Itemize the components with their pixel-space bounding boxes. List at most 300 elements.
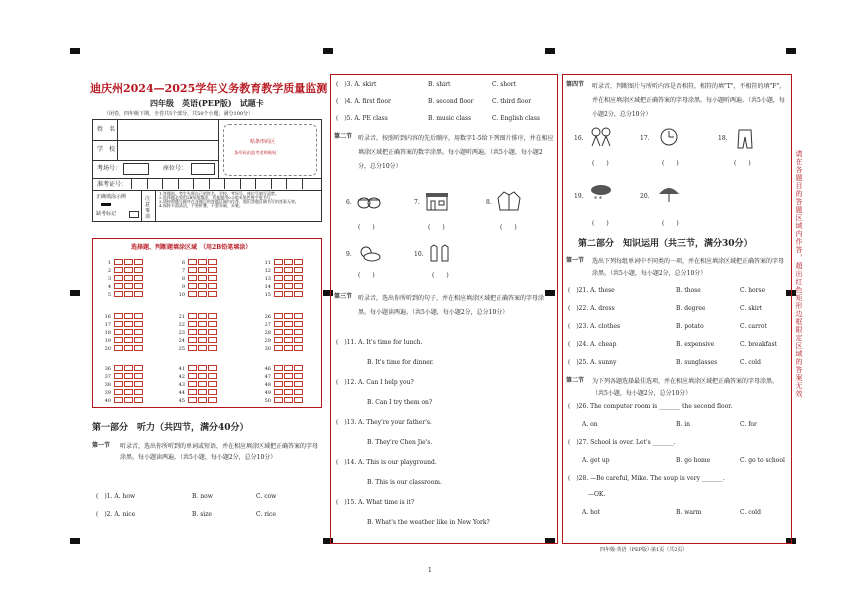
exam-room-field[interactable] [123,163,149,175]
answer-bubble[interactable] [284,373,293,379]
bubble-row [175,389,217,396]
answer-bubble[interactable] [208,389,217,395]
q15-option-a[interactable]: ( )15. A. What time is it? [336,499,415,506]
umbrella-picture [656,182,682,204]
answer-bubble[interactable] [208,275,217,281]
barcode-note: 条形码由监考老师粘贴 [234,150,277,156]
answer-bubble[interactable] [114,329,123,335]
answer-bubble[interactable] [188,389,197,395]
answer-bubble[interactable] [198,321,207,327]
answer-bubble[interactable] [284,389,293,395]
bubble-row [261,329,303,336]
q1-option-b[interactable]: B. now [192,493,213,500]
answer-bubble[interactable] [134,313,143,319]
answer-bubble[interactable] [188,337,197,343]
q11-option-a[interactable]: ( )11. A. It's time for lunch. [336,339,423,346]
answer-bubble[interactable] [274,337,283,343]
bubble-row [175,381,217,388]
answer-bubble[interactable] [274,329,283,335]
pic18-number: 18. [718,135,728,142]
answer-bubble[interactable] [124,337,133,343]
sec3-label: 第三节 [334,293,353,300]
answer-bubble[interactable] [294,313,303,319]
answer-bubble[interactable] [188,313,197,319]
bubble-question-number: 37 [104,373,111,380]
answer-bubble[interactable] [208,365,217,371]
bubble-row [101,313,143,320]
q22-option-a[interactable]: ( )22. A. dress [568,305,615,312]
q15-option-b[interactable]: B. What's the weather like in New York? [367,519,490,526]
q5-option-c[interactable]: C. English class [492,115,540,122]
answer-bubble[interactable] [198,283,207,289]
answer-bubble[interactable] [294,267,303,273]
answer-bubble[interactable] [208,397,217,403]
pic9-number: 9. [346,251,352,258]
answer-bubble[interactable] [294,337,303,343]
q4-option-c[interactable]: C. third floor [492,98,532,105]
q23-option-c[interactable]: C. carrot [740,323,767,330]
bubble-question-number: 45 [178,397,185,404]
bubble-question-number: 16 [104,313,111,320]
q23-option-b[interactable]: B. potato [676,323,704,330]
bubble-question-number: 42 [178,373,185,380]
q25-option-a[interactable]: ( )25. A. sunny [568,359,617,366]
answer-bubble[interactable] [198,313,207,319]
svg-text:* *: * * [594,196,602,203]
answer-bubble[interactable] [284,381,293,387]
answer-bubble[interactable] [188,291,197,297]
q24-option-a[interactable]: ( )24. A. cheap [568,341,617,348]
pic7-answer[interactable]: ( ) [428,224,445,231]
answer-bubble[interactable] [274,365,283,371]
answer-bubble[interactable] [188,381,197,387]
answer-bubble[interactable] [114,313,123,319]
bubble-question-number: 19 [104,337,111,344]
q14-option-b[interactable]: B. This is our classroom. [367,479,442,486]
q2-option-b[interactable]: B. size [192,511,212,518]
q21-option-b[interactable]: B. those [676,287,701,294]
pic17-number: 17. [640,135,650,142]
answer-bubble[interactable] [274,283,283,289]
answer-bubble[interactable] [124,381,133,387]
q21-option-a[interactable]: ( )21. A. these [568,287,615,294]
registration-mark [545,48,555,54]
absent-label: 缺考标记 [96,211,117,217]
answer-bubble[interactable] [124,291,133,297]
answer-bubble[interactable] [114,291,123,297]
snow-cloud-picture [588,182,614,204]
answer-bubble[interactable] [198,259,207,265]
absent-checkbox[interactable] [129,211,139,218]
q27-option-b[interactable]: B. go home [676,457,711,464]
part2-sec1-text: 选出下列每组单词中不同类的一项，并在相应填涂区域把正确答案的字母涂黑。（共5小题，每小题2分，总分10分） [592,258,785,277]
answer-bubble[interactable] [124,365,133,371]
exam-title: 迪庆州2024—2025学年义务教育教学质量监测 [90,82,328,95]
answer-bubble[interactable] [284,291,293,297]
answer-bubble[interactable] [188,275,197,281]
q24-option-c[interactable]: C. breakfast [740,341,777,348]
answer-bubble[interactable] [134,291,143,297]
answer-bubble[interactable] [124,389,133,395]
answer-bubble[interactable] [188,345,197,351]
answer-bubble[interactable] [294,389,303,395]
answer-bubble[interactable] [134,267,143,273]
q25-option-c[interactable]: C. cold [740,359,761,366]
pic10-number: 10. [414,251,424,258]
bubble-question-number: 13 [264,275,271,282]
jacket-picture [496,190,522,212]
part1-sec1-label: 第一节 [92,442,111,449]
bubble-row [101,345,143,352]
answer-bubble[interactable] [134,373,143,379]
answer-bubble[interactable] [274,345,283,351]
pic6-answer[interactable]: ( ) [358,224,375,231]
answer-bubble[interactable] [284,283,293,289]
answer-bubble[interactable] [284,337,293,343]
gloves-picture [428,241,454,263]
part2-sec2-text: 为下列各题选择最佳选项，并在相应填涂区域把正确答案的字母涂黑。（共5小题，每小题2分，总分10分） [592,378,779,397]
q28-option-b[interactable]: B. warm [676,509,702,516]
bubble-question-number: 23 [178,329,185,336]
q1-option-c[interactable]: C. cow [256,493,277,500]
q13-option-b[interactable]: B. They're Chen Jie's. [367,439,433,446]
bubble-question-number: 15 [264,291,271,298]
answer-bubble[interactable] [294,329,303,335]
q2-option-a[interactable]: ( )2. A. nice [96,511,136,518]
answer-bubble[interactable] [294,365,303,371]
pic19-answer[interactable]: ( ) [592,220,609,227]
answer-bubble[interactable] [274,321,283,327]
answer-bubble[interactable] [124,313,133,319]
fill-example-label: 正确填涂示例 [96,194,127,200]
answer-bubble[interactable] [208,345,217,351]
q3-option-c[interactable]: C. short [492,81,517,88]
q12-option-b[interactable]: B. Can I try them on? [367,399,433,406]
bubble-row [261,397,303,404]
sec2-text: 听录音，按照听到内容的先后顺序，用数字1-5给下列图片排序，并在相应填涂区域把正确答案的数字涂黑。每小题听两遍。（共5小题，每小题2分，总分10分） [358,135,554,170]
answer-bubble[interactable] [134,397,143,403]
answer-bubble[interactable] [114,381,123,387]
question-28: ( )28. —Be careful, Mike. The soup is very _______. [568,475,725,482]
q24-option-b[interactable]: B. expensive [676,341,715,348]
registration-mark [70,538,80,544]
answer-bubble[interactable] [274,381,283,387]
bubble-row [261,275,303,282]
answer-bubble[interactable] [284,365,293,371]
pic16-answer[interactable]: ( ) [592,160,609,167]
q28-option-a[interactable]: A. hot [582,509,601,516]
bubble-row [261,389,303,396]
answer-bubble[interactable] [124,397,133,403]
answer-bubble[interactable] [114,275,123,281]
q26-option-a[interactable]: A. on [582,421,598,428]
pic17-answer[interactable]: ( ) [662,160,679,167]
bubble-row [175,283,217,290]
answer-bubble[interactable] [124,329,133,335]
pic8-answer[interactable]: ( ) [500,224,517,231]
answer-bubble[interactable] [114,373,123,379]
answer-bubble[interactable] [294,345,303,351]
sec4-label: 第四节 [566,81,585,88]
question-28-reply: —OK. [588,491,606,498]
answer-bubble[interactable] [188,329,197,335]
bubble-question-number: 3 [107,275,111,282]
q3-option-a[interactable]: ( )3. A. skirt [336,81,377,88]
answer-bubble[interactable] [124,259,133,265]
answer-bubble[interactable] [284,313,293,319]
name-label: 姓 名 [97,126,116,133]
answer-bubble[interactable] [208,283,217,289]
answer-bubble[interactable] [188,259,197,265]
answer-bubble[interactable] [208,337,217,343]
answer-bubble[interactable] [198,275,207,281]
store-picture [424,190,450,212]
answer-bubble[interactable] [124,275,133,281]
answer-bubble[interactable] [284,329,293,335]
answer-bubble[interactable] [134,329,143,335]
answer-bubble[interactable] [188,267,197,273]
bubble-row [175,373,217,380]
answer-bubble[interactable] [134,283,143,289]
q2-option-c[interactable]: C. rice [256,511,276,518]
answer-bubble[interactable] [198,337,207,343]
answer-bubble[interactable] [114,365,123,371]
answer-bubble[interactable] [274,275,283,281]
answer-bubble[interactable] [134,389,143,395]
bubble-row [101,397,143,404]
bubble-question-number: 28 [264,329,271,336]
answer-bubble[interactable] [208,267,217,273]
pic18-answer[interactable]: ( ) [734,160,751,167]
fill-example-mark [101,203,111,206]
answer-bubble[interactable] [134,381,143,387]
notice-line: 1.答题前，考生先将自己的姓名、学校、考场号、座位号填写清楚。 [159,191,279,196]
bubble-question-number: 7 [181,267,185,274]
answer-bubble[interactable] [294,275,303,281]
q3-option-b[interactable]: B. shirt [428,81,451,88]
answer-bubble[interactable] [114,337,123,343]
pic8-number: 8. [486,199,492,206]
pic9-answer[interactable]: ( ) [358,272,375,279]
answer-bubble[interactable] [114,283,123,289]
bubble-row [101,389,143,396]
bubble-question-number: 26 [264,313,271,320]
bubble-row [101,337,143,344]
answer-bubble[interactable] [198,373,207,379]
notice-list [159,192,319,208]
page-footer: 四年级·英语（PEP版）·第1页（共2页） [600,547,688,553]
bubble-question-number: 17 [104,321,111,328]
seat-field[interactable] [191,163,215,175]
q1-option-a[interactable]: ( )1. A. how [96,493,136,500]
seat-label: 座位号： [163,165,188,172]
bubble-question-number: 38 [104,381,111,388]
bubble-question-number: 5 [107,291,111,298]
answer-bubble[interactable] [274,397,283,403]
bubble-question-number: 50 [264,397,271,404]
answer-bubble[interactable] [284,397,293,403]
answer-bubble[interactable] [188,373,197,379]
q4-option-b[interactable]: B. second floor [428,98,474,105]
answer-bubble[interactable] [188,397,197,403]
answer-bubble[interactable] [208,329,217,335]
answer-bubble[interactable] [124,267,133,273]
answer-bubble[interactable] [198,329,207,335]
answer-bubble[interactable] [284,259,293,265]
answer-bubble[interactable] [208,321,217,327]
pants-picture [732,128,758,150]
barcode-area [223,124,317,176]
bubble-question-number: 11 [264,259,271,266]
registration-mark [70,48,80,54]
answer-bubble[interactable] [188,365,197,371]
q11-option-b[interactable]: B. It's time for dinner. [367,359,434,366]
q4-option-a[interactable]: ( )4. A. first floor [336,98,391,105]
answer-bubble[interactable] [124,345,133,351]
notice-line: 2.选择题必须用2B铅笔填涂，其他题用0.5毫米黑色签字笔书写。 [159,195,275,200]
q14-option-a[interactable]: ( )14. A. This is our playground. [336,459,437,466]
bubble-row [261,381,303,388]
answer-bubble[interactable] [294,321,303,327]
pic6-number: 6. [346,199,352,206]
answer-bubble[interactable] [284,267,293,273]
bubble-row [261,259,303,266]
q27-option-c[interactable]: C. go to school [740,457,785,464]
admission-label: 准考证号： [97,181,128,188]
part1-title: 第一部分 听力（共四节，满分40分） [92,423,249,433]
answer-bubble[interactable] [274,267,283,273]
q5-option-b[interactable]: B. music class [428,115,472,122]
bubble-question-number: 27 [264,321,271,328]
bubble-question-number: 24 [178,337,185,344]
q27-option-a[interactable]: A. get up [582,457,610,464]
answer-bubble[interactable] [208,373,217,379]
answer-bubble[interactable] [114,345,123,351]
exam-subtitle: 四年级 英语(PEP版) 试题卡 [150,98,264,108]
answer-bubble[interactable] [124,283,133,289]
bubble-row [101,275,143,282]
q12-option-a[interactable]: ( )12. A. Can I help you? [336,379,414,386]
side-warning-note: 请在各题目的答题区域内作答，超出红色矩形边框限定区域的答案无效 [795,150,803,398]
answer-bubble[interactable] [294,291,303,297]
bubble-row [101,283,143,290]
q25-option-b[interactable]: B. sunglasses [676,359,718,366]
answer-bubble[interactable] [208,291,217,297]
bubble-row [261,365,303,372]
part2-title: 第二部分 知识运用（共三节，满分30分） [578,239,753,249]
answer-bubble[interactable] [188,283,197,289]
question-27: ( )27. School is over. Let's _______. [568,439,676,446]
answer-bubble[interactable] [294,381,303,387]
bubble-question-number: 18 [104,329,111,336]
q26-option-b[interactable]: B. in [676,421,691,428]
masks-picture [356,192,382,214]
q28-option-c[interactable]: C. cold [740,509,761,516]
mc-answer-area [92,238,322,408]
answer-bubble[interactable] [294,373,303,379]
answer-bubble[interactable] [208,381,217,387]
answer-bubble[interactable] [114,259,123,265]
answer-bubble[interactable] [274,373,283,379]
answer-bubble[interactable] [208,259,217,265]
q22-option-b[interactable]: B. degree [676,305,706,312]
pic20-answer[interactable]: ( ) [662,220,679,227]
pic10-answer[interactable]: ( ) [432,272,449,279]
answer-bubble[interactable] [198,291,207,297]
answer-bubble[interactable] [124,321,133,327]
registration-mark [786,48,796,54]
bubble-row [261,321,303,328]
answer-bubble[interactable] [294,397,303,403]
answer-bubble[interactable] [198,345,207,351]
bubble-question-number: 20 [104,345,111,352]
answer-bubble[interactable] [198,267,207,273]
bubble-question-number: 36 [104,365,111,372]
answer-bubble[interactable] [284,275,293,281]
answer-bubble[interactable] [124,373,133,379]
bubble-row [101,365,143,372]
admission-number-boxes[interactable] [131,179,317,189]
answer-bubble[interactable] [274,313,283,319]
q26-option-c[interactable]: C. for [740,421,757,428]
answer-bubble[interactable] [274,291,283,297]
bubble-row [101,267,143,274]
answer-bubble[interactable] [198,397,207,403]
school-field[interactable] [123,144,213,158]
answer-bubble[interactable] [114,267,123,273]
answer-bubble[interactable] [134,345,143,351]
q22-option-c[interactable]: C. skirt [740,305,763,312]
answer-bubble[interactable] [134,321,143,327]
answer-bubble[interactable] [114,321,123,327]
answer-bubble[interactable] [274,389,283,395]
answer-bubble[interactable] [294,259,303,265]
bubble-row [175,397,217,404]
answer-bubble[interactable] [134,337,143,343]
pic7-number: 7. [414,199,420,206]
name-field[interactable] [123,124,213,138]
sec4-text: 听录音，判断图片与所听内容是否相符，相符的填"T"，不相符的填"F"，并在相应填涂区域把正确答案的字母涂黑。每小题听两遍。（共5小题，每小题2分，总分10分） [592,83,786,118]
part1-sec1-text: 听录音，选出你所听到的单词或短语，并在相应填涂区域把正确答案的字母涂黑。每小题读两遍。（共5小题，每小题2分，总分10分） [120,443,319,461]
bubble-question-number: 10 [178,291,185,298]
exam-note: （闭卷，四年级下期，全卷共5个部分，共50个小题，满分100分） [104,111,254,117]
bubble-row [101,259,143,266]
q5-option-a[interactable]: ( )5. A. PE class [336,115,388,122]
answer-bubble[interactable] [198,381,207,387]
answer-bubble[interactable] [188,321,197,327]
q21-option-c[interactable]: C. horse [740,287,766,294]
answer-bubble[interactable] [284,345,293,351]
answer-bubble[interactable] [198,365,207,371]
answer-bubble[interactable] [274,259,283,265]
bubble-row [101,373,143,380]
answer-bubble[interactable] [134,275,143,281]
bubble-row [175,337,217,344]
sec3-text: 听录音，选出你所听到的句子，并在相应填涂区域把正确答案的字母涂黑。每小题读两遍。（共5小题，每小题2分，总分10分） [358,295,545,316]
answer-bubble[interactable] [208,313,217,319]
bubble-question-number: 21 [178,313,185,320]
answer-bubble[interactable] [134,259,143,265]
answer-bubble[interactable] [114,389,123,395]
answer-bubble[interactable] [114,397,123,403]
answer-bubble[interactable] [134,365,143,371]
answer-bubble[interactable] [294,283,303,289]
bubble-row [175,275,217,282]
q23-option-a[interactable]: ( )23. A. clothes [568,323,621,330]
answer-bubble[interactable] [198,389,207,395]
answer-bubble[interactable] [284,321,293,327]
q13-option-a[interactable]: ( )13. A. They're your father's. [336,419,432,426]
